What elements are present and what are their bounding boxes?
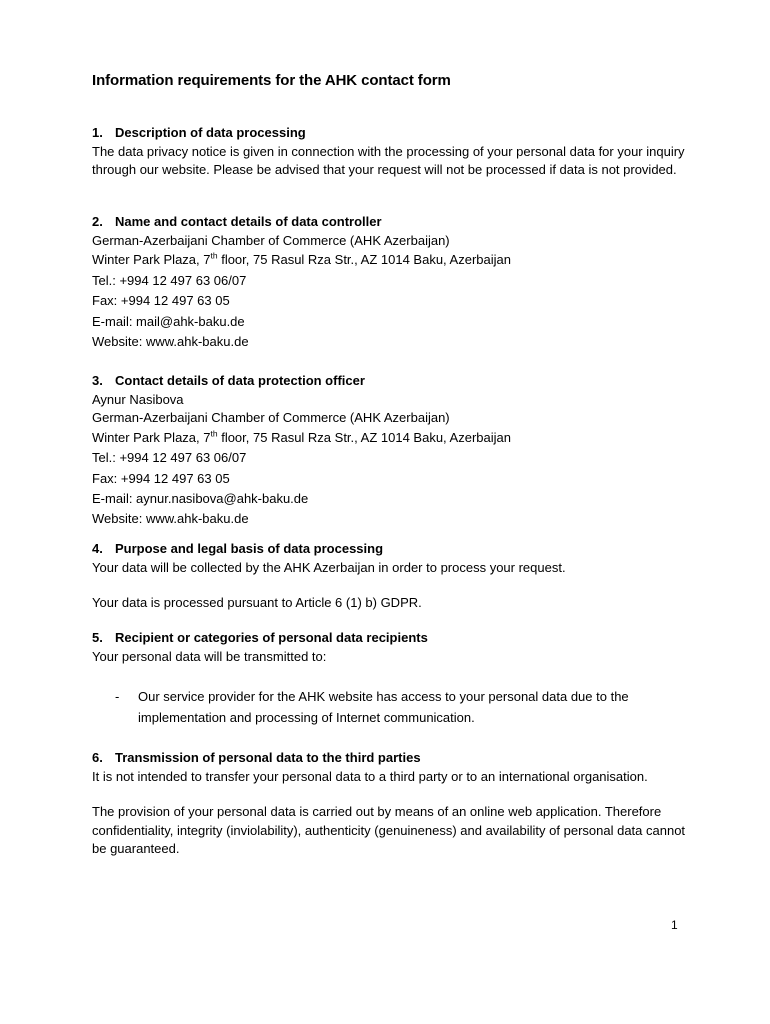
section-2-number: 2. [92,214,103,229]
section-4-text-1: Your data will be collected by the AHK Azerbaijan in order to process your request. [92,559,566,575]
section-5 [92,629,692,666]
bullet-item [138,687,698,728]
section-4-text-2: Your data is processed pursuant to Article 6 (1) b) GDPR. [92,595,422,610]
section-4-number: 4. [92,541,103,556]
dpo-address [92,428,692,449]
section-1 [92,124,692,180]
controller-address-start: Winter Park Plaza, 7 [92,252,211,267]
controller-address-superscript: th [210,250,218,261]
section-5-heading [92,629,692,648]
section-4-title: Purpose and legal basis of data processing [115,541,384,556]
section-2 [92,213,692,353]
document-title: Information requirements for the AHK contact form [92,72,451,89]
dpo-organization: German-Azerbaijani Chamber of Commerce (AHK Azerbaijan) [92,410,450,425]
bullet-item-line-1: Our service provider for the AHK website has access to your personal data due to the [138,689,629,704]
controller-address [92,250,692,271]
section-2-title: Name and contact details of data controller [115,214,382,229]
section-4-heading [92,540,692,559]
dpo-fax: Fax: +994 12 497 63 05 [92,470,230,486]
section-6-heading [92,749,692,768]
section-3-heading [92,372,692,391]
controller-email: E-mail: mail@ahk-baku.de [92,313,245,329]
section-6 [92,749,692,859]
section-4 [92,540,692,613]
controller-tel: Tel.: +994 12 497 63 06/07 [92,272,247,288]
section-1-title: Description of data processing [115,125,306,140]
page-number: 1 [671,918,678,932]
dpo-name: Aynur Nasibova [92,391,184,407]
section-5-title: Recipient or categories of personal data recipients [115,630,428,645]
section-6-text-2: The provision of your personal data is carried out by means of an online web application. Therefore confidentiality, integrity (inviolability), authenticity (genuineness) and availability of personal data cannot be guaranteed. [92,804,686,856]
bullet-marker: - [115,689,120,704]
section-5-text: Your personal data will be transmitted to: [92,648,327,664]
controller-organization: German-Azerbaijani Chamber of Commerce (AHK Azerbaijan) [92,232,450,248]
dpo-address-start: Winter Park Plaza, 7 [92,429,211,445]
controller-fax: Fax: +994 12 497 63 05 [92,293,230,308]
section-6-title: Transmission of personal data to the third parties [115,750,421,765]
section-3-title: Contact details of data protection officer [115,373,365,388]
section-6-number: 6. [92,750,103,765]
controller-website: Website: www.ahk-baku.de [92,334,249,349]
section-3-number: 3. [92,373,103,388]
dpo-address-end: floor, 75 Rasul Rza Str., AZ 1014 Baku, Azerbaijan [217,429,511,445]
bullet-item-line-2: implementation and processing of Internet communication. [138,709,475,725]
dpo-tel: Tel.: +994 12 497 63 06/07 [92,450,247,465]
dpo-website: Website: www.ahk-baku.de [92,510,249,526]
section-5-number: 5. [92,630,103,645]
section-6-text-1: It is not intended to transfer your personal data to a third party or to an international organisation. [92,768,648,784]
section-1-heading [92,124,692,143]
controller-address-end: floor, 75 Rasul Rza Str., AZ 1014 Baku, Azerbaijan [217,252,511,267]
section-3 [92,372,692,528]
dpo-email: E-mail: aynur.nasibova@ahk-baku.de [92,491,309,506]
dpo-address-superscript: th [210,428,218,439]
section-2-heading [92,213,692,232]
section-1-number: 1. [92,125,103,140]
section-1-text: The data privacy notice is given in connection with the processing of your personal data for your inquiry through our website. Please be advised that your request will not be processed if data is not provided. [92,143,685,177]
